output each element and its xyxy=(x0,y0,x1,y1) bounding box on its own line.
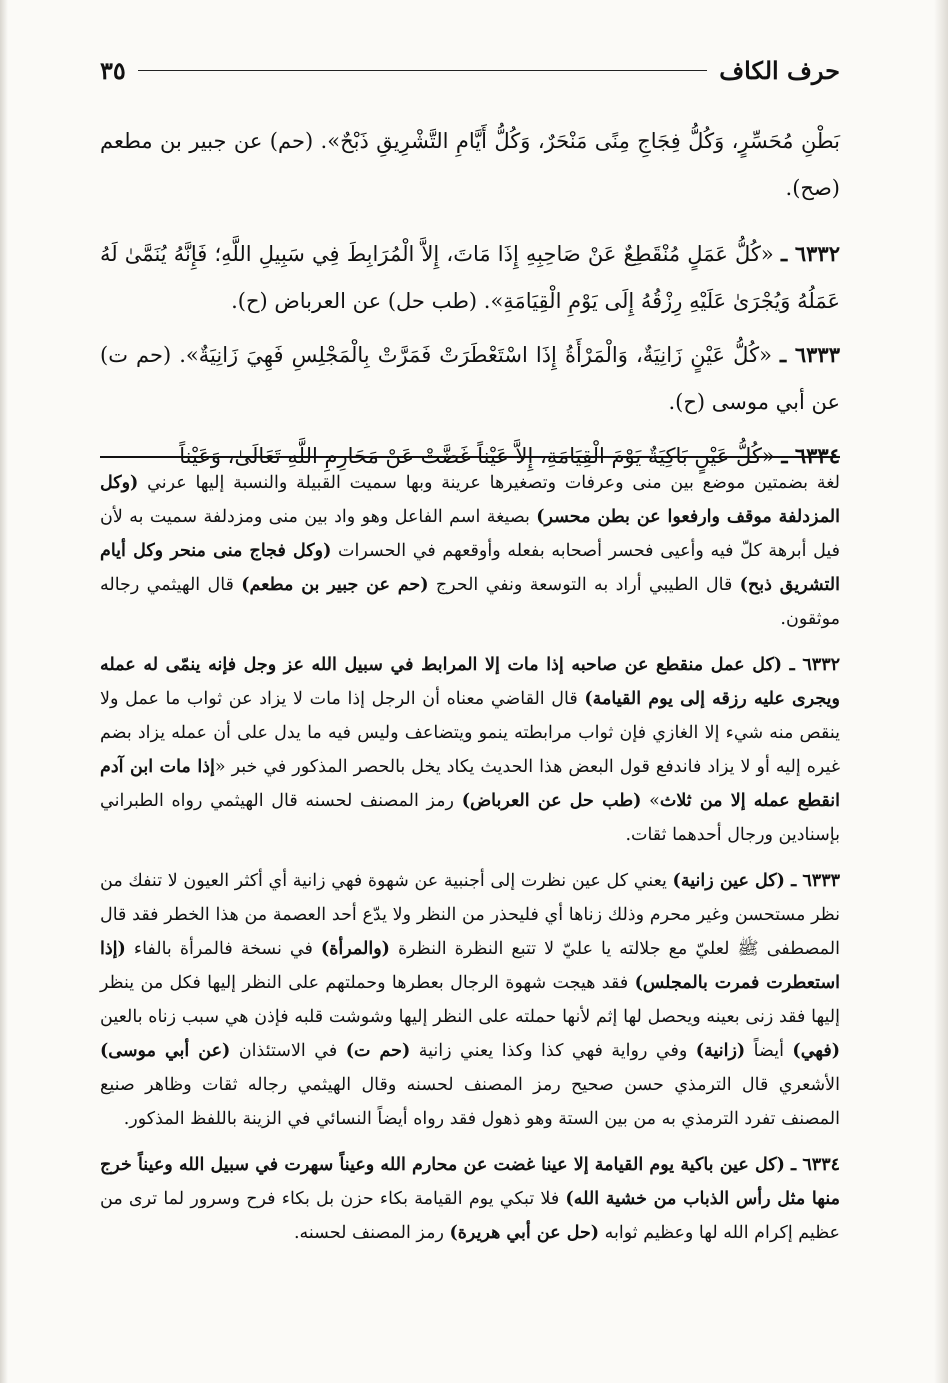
hadith-body: «كُلُّ عَمَلٍ مُنْقَطِعٌ عَنْ صَاحِبِهِ إِذَا مَاتَ، إِلاَّ الْمُرَابِطَ فِي سَبِيلِ اللَّهِ؛ فَإِنَّهُ يُنَمَّىٰ لَهُ عَمَلُهُ وَيُجْرَىٰ عَلَيْهِ رِزْقُهُ إِلَى يَوْمِ الْقِيَامَةِ». (طب حل) عن العرباض (ح). xyxy=(100,242,840,313)
commentary-6333 xyxy=(100,864,840,1136)
chapter-title: حرف الكاف xyxy=(719,55,840,85)
commentary-quote: (عن أبي موسى) xyxy=(100,1041,231,1061)
commentary-text: وفي رواية فهي كذا وكذا يعني زانية xyxy=(410,1041,696,1061)
commentary-text: قال الطيبي أراد به التوسعة ونفي الحرج xyxy=(428,575,740,595)
hadith-6331-continuation: بَطْنِ مُحَسِّرٍ، وَكُلُّ فِجَاجِ مِنًى مَنْحَرٌ، وَكُلُّ أَيَّامِ التَّشْرِيقِ ذَبْحٌ». (حم) عن جبير بن مطعم (صح). xyxy=(100,129,840,200)
commentary-text: لغة بضمتين موضع بين منى وعرفات وتصغيرها عرينة وبها سميت القبيلة والنسبة إليها عرني xyxy=(138,473,840,493)
hadith-text xyxy=(100,118,840,486)
commentary-text: رمز المصنف لحسنه قال الهيثمي رواه الطبراني بإسنادين ورجال أحدهما ثقات. xyxy=(100,791,840,845)
commentary-quote: (وكل فجاج منى منحر وكل أيام التشريق ذبح) xyxy=(100,541,840,595)
page-number: ٣٥ xyxy=(100,55,126,85)
commentary-text: » xyxy=(641,791,660,811)
commentary-quote: (زانية) xyxy=(695,1041,746,1061)
commentary-text: يعني كل عين نظرت إلى أجنبية عن شهوة فهي زانية أي أكثر العيون لا تنفك من نظر مستحسن وغير محرم وذلك زناها أي فليحذر من النظر ولا يدّع أحد العصمة من هذا الخطر فقد قال المصطفى ﷺ لعليّ مع جلالته يا عليّ لا تتبع النظرة النظرة xyxy=(100,871,840,959)
page-edge-left xyxy=(0,0,8,1383)
commentary-quote: إذا مات ابن آدم انقطع عمله إلا من ثلاث xyxy=(100,757,840,811)
commentary-text: فقد هيجت شهوة الرجال بعطرها وحملتهم على النظر إليها فكل من ينظر إليها فقد زنى بعينه ويحصل لها إثم لأنها حملته على النظر إليها وشوشت قلبه فإذن هي سبب زناه بالعين xyxy=(100,973,840,1027)
hadith-number: ٦٣٣٢ ـ xyxy=(780,241,840,266)
commentary-text: قال الهيثمي رجاله موثقون. xyxy=(100,575,840,629)
commentary-text: الأشعري قال الترمذي حسن صحيح رمز المصنف لحسنه وقال الهيثمي رجاله ثقات وظاهر صنيع المصنف تفرد الترمذي به من بين الستة وهو ذهول فقد رواه أيضاً النسائي في الزينة باللفظ المذكور. xyxy=(100,1075,840,1129)
page-edge-right xyxy=(934,0,948,1383)
commentary-quote: ٦٣٣٤ ـ (كل عين باكية يوم القيامة إلا عينا غضت عن محارم الله وعيناً سهرت في سبيل الله وعيناً خرج منها مثل رأس الذباب من خشية الله) xyxy=(100,1155,840,1209)
header-rule xyxy=(138,70,707,71)
commentary-text: أيضاً xyxy=(745,1041,793,1061)
commentary-quote: (طب حل عن العرباض) xyxy=(461,791,642,811)
commentary-quote: (حل عن أبي هريرة) xyxy=(449,1223,600,1243)
commentary-6331 xyxy=(100,466,840,636)
hadith-6333 xyxy=(100,331,840,426)
hadith-number: ٦٣٣٤ ـ xyxy=(781,443,840,468)
commentary-text: فلا تبكي يوم القيامة بكاء حزن بل بكاء فرح وسرور لما ترى من عظيم إكرام الله لها وعظيم ثوابه xyxy=(100,1189,840,1243)
commentary-quote: (إذا استعطرت فمرت بالمجلس) xyxy=(100,939,840,993)
commentary-text: قال القاضي معناه أن الرجل إذا مات لا يزاد عن ثواب ما عمل ولا ينقص منه شيء إلا الغازي فإن ثواب مرابطته ينمو ويتضاعف وليس فيه ما يدل على أن عمله يزاد بضم غيره إليه أو لا يزاد فاندفع قول البعض هذا الحديث يكاد يخل بالحصر المذكور في خبر « xyxy=(100,689,840,777)
commentary-quote: ٦٣٣٢ ـ (كل عمل منقطع عن صاحبه إذا مات إلا المرابط في سبيل الله عز وجل فإنه ينمّى له عمله ويجرى عليه رزقه إلى يوم القيامة) xyxy=(100,655,840,709)
hadith-body: «كُلُّ عَيْنٍ بَاكِيَةٌ يَوْمَ الْقِيَامَةِ، إِلاَّ عَيْناً غَضَّتْ عَنْ مَحَارِمِ اللَّهِ تَعَالَىٰ، وَعَيْناً xyxy=(179,444,775,468)
commentary-quote: (حم عن جبير بن مطعم) xyxy=(241,575,429,595)
running-header xyxy=(100,52,840,88)
commentary-quote: (فهي) xyxy=(792,1041,840,1061)
commentary-text: رمز المصنف لحسنه. xyxy=(293,1223,450,1243)
commentary-text: بصيغة اسم الفاعل وهو واد بين منى ومزدلفة سميت به لأن فيل أبرهة كلّ فيه وأعيى فحسر أصحابه بفعله وأوقعهم في الحسرات xyxy=(100,507,840,561)
hadith-number: ٦٣٣٣ ـ xyxy=(780,342,840,367)
commentary-quote: (حم ت) xyxy=(345,1041,411,1061)
commentary-6334 xyxy=(100,1148,840,1250)
commentary-divider xyxy=(100,456,840,458)
commentary-6332 xyxy=(100,648,840,852)
commentary-text: في الاستئذان xyxy=(230,1041,346,1061)
commentary-quote: (والمرأة) xyxy=(320,939,390,959)
commentary-text: في نسخة فالمرأة بالفاء xyxy=(125,939,321,959)
commentary xyxy=(100,466,840,1262)
hadith-body: «كُلُّ عَيْنٍ زَانِيَةٌ، وَالْمَرْأَةُ إِذَا اسْتَعْطَرَتْ فَمَرَّتْ بِالْمَجْلِسِ فَهِيَ زَانِيَةٌ». (حم ت) عن أبي موسى (ح). xyxy=(100,343,840,414)
commentary-quote: ٦٣٣٣ ـ (كل عين زانية) xyxy=(672,871,840,891)
commentary-quote: (وكل المزدلفة موقف وارفعوا عن بطن محسر) xyxy=(100,473,840,527)
hadith-6332 xyxy=(100,230,840,325)
